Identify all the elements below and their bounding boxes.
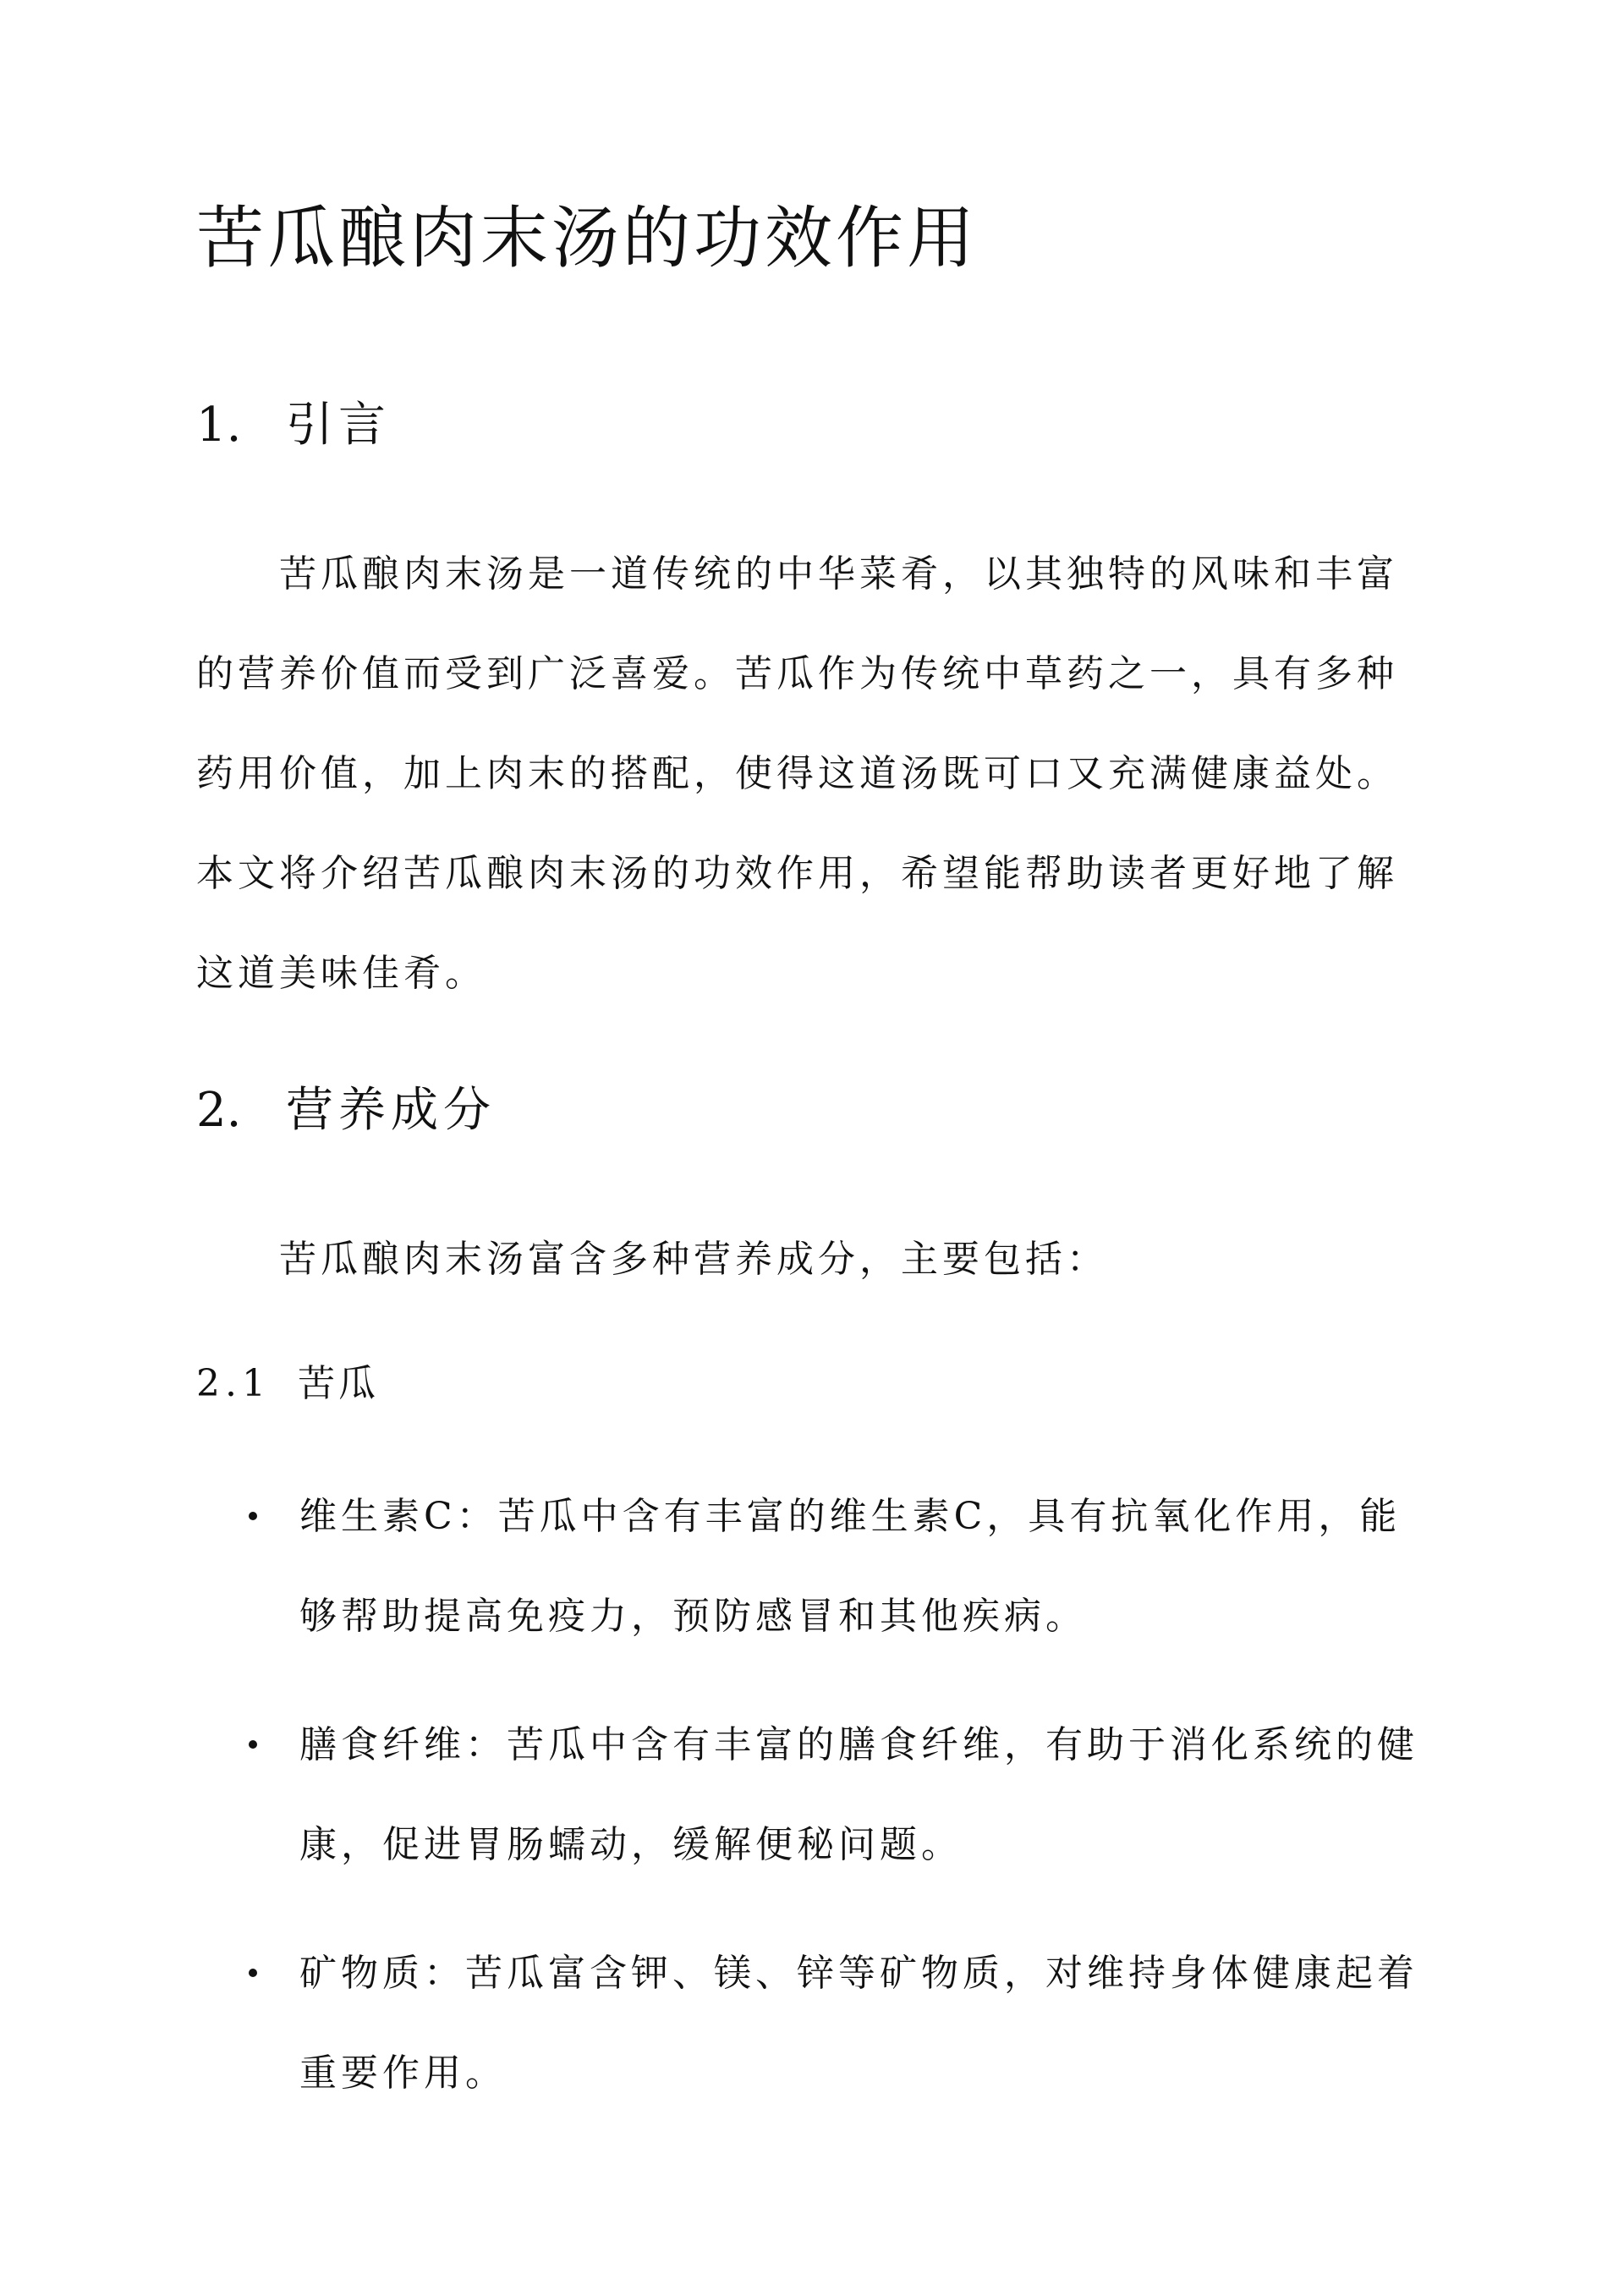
- subsection-number: 2.1: [196, 1362, 271, 1405]
- section-number: 2.: [196, 1083, 242, 1138]
- list-item: [196, 1467, 1431, 1667]
- subsection-title: 苦瓜: [298, 1362, 379, 1405]
- list-item-text: 维生素C：苦瓜中含有丰富的维生素C，具有抗氧化作用，能够帮助提高免疫力，预防感冒和其他疾病。: [299, 1495, 1402, 1638]
- nutrient-list: [196, 1467, 1431, 2152]
- section-title: 营养成分: [286, 1083, 496, 1138]
- list-item-text: 矿物质：苦瓜富含钾、镁、锌等矿物质，对维持身体健康起着重要作用。: [299, 1952, 1418, 2095]
- section-heading-nutrition: [196, 1081, 496, 1140]
- list-item: [196, 1924, 1431, 2123]
- section-title: 引言: [286, 398, 391, 453]
- document-title: 苦瓜酿肉末汤的功效作用: [196, 199, 978, 277]
- intro-paragraph: 苦瓜酿肉末汤是一道传统的中华菜肴，以其独特的风味和丰富的营养价值而受到广泛喜爱。苦瓜作为传统中草药之一，具有多种药用价值，加上肉末的搭配，使得这道汤既可口又充满健康益处。本文将介绍苦瓜酿肉末汤的功效作用，希望能帮助读者更好地了解这道美味佳肴。: [196, 552, 1398, 995]
- bullet-icon: [249, 1969, 257, 1977]
- section-heading-intro: [196, 396, 391, 455]
- list-item-text: 膳食纤维：苦瓜中含有丰富的膳食纤维，有助于消化系统的健康，促进胃肠蠕动，缓解便秘问题。: [299, 1723, 1418, 1866]
- subsection-heading-bitter-melon: [196, 1359, 379, 1409]
- bullet-icon: [249, 1512, 257, 1520]
- list-item: [196, 1695, 1431, 1895]
- section-number: 1.: [196, 398, 242, 453]
- nutrition-intro-paragraph: 苦瓜酿肉末汤富含多种营养成分，主要包括：: [279, 1238, 1108, 1281]
- bullet-icon: [249, 1740, 257, 1749]
